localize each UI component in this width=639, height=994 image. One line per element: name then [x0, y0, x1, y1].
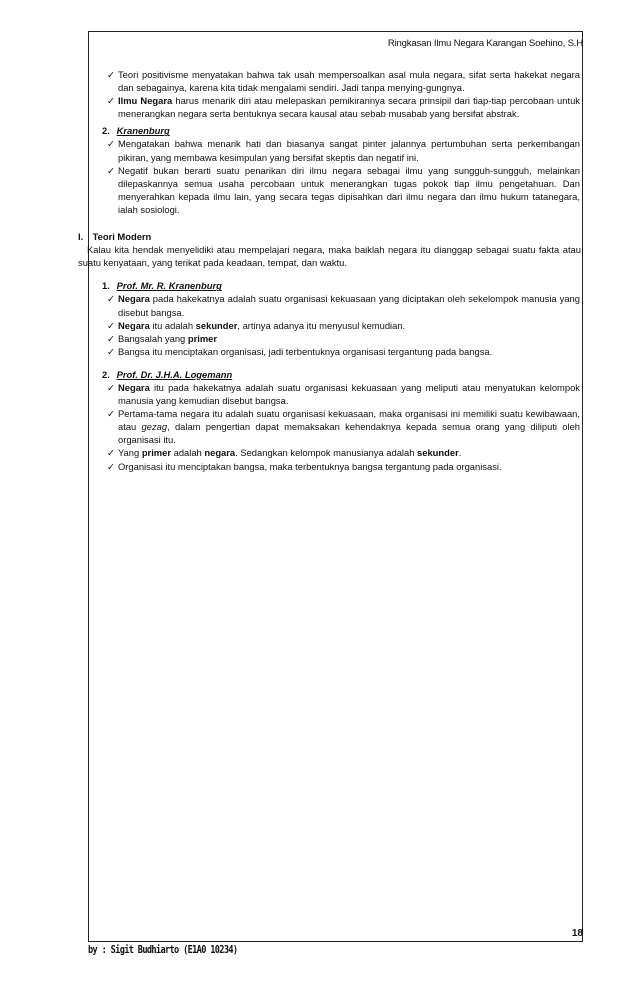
- check-icon: ✓: [107, 408, 115, 420]
- bullet-item: [82, 68, 580, 94]
- bullet-item: [82, 381, 580, 407]
- check-icon: ✓: [107, 319, 115, 331]
- bullet-item: [82, 137, 580, 163]
- check-icon: ✓: [107, 293, 115, 305]
- subsection-title: Prof. Dr. J.H.A. Logemann: [116, 368, 233, 380]
- bullet-item: [82, 407, 580, 446]
- bullet-item: [82, 446, 580, 459]
- check-icon: ✓: [107, 447, 115, 459]
- subsection-heading: [82, 279, 581, 292]
- subsection-number: 2.: [102, 125, 110, 137]
- subsection-number: 1.: [102, 280, 110, 292]
- check-icon: ✓: [107, 164, 115, 176]
- bullet-text: Bangsa itu menciptakan organisasi, jadi terbentuknya organisasi tergantung pada bangsa.: [118, 345, 493, 357]
- section-title: Teori Modern: [92, 231, 152, 243]
- bullet-item: [82, 332, 580, 345]
- bullet-text: itu adalah: [149, 319, 196, 331]
- check-icon: ✓: [107, 95, 115, 107]
- bullet-text: harus menarik diri atau melepaskan pemikirannya secara prinsipil dari tiap-tiap percobaan untuk menerangkan negara serta bentuknya secara kausal atau sebab musabab yang bersifat abstrak.: [118, 95, 580, 120]
- running-header: Ringkasan Ilmu Negara Karangan Soehino, S.H: [387, 38, 583, 49]
- bold-term: negara: [204, 447, 236, 459]
- bullet-text: , dalam pengertian dapat memaksakan kehendaknya kepada semua orang yang diliputi oleh organisasi itu.: [118, 421, 580, 446]
- bold-term: Negara: [118, 293, 150, 305]
- bullet-text: Mengatakan bahwa menarik hati dan biasanya sangat pinter jalannya pertumbuhan serta perkembangan pikiran, yang membawa kesimpulan yang bersifat skeptis dan negatif ini.: [118, 138, 580, 163]
- bullet-text: Pertama-tama negara itu adalah suatu organisasi kekuasaan, maka organisasi ini memiliki suatu kewibawaan, atau: [118, 408, 580, 433]
- page-number: 18: [571, 928, 583, 939]
- check-icon: ✓: [107, 345, 115, 357]
- bullet-text: Negatif bukan berarti suatu penarikan diri ilmu negara sebagai ilmu yang sungguh-sungguh, melainkan dilepaskannya semua usaha percobaan untuk menerangkan tugas pokok tiap ilmu pengetahuan. Dan menyerahkan kepada ilmu lain, yang secara tegas dipisahkan dari ilmu negara dan ilmu hukum tatanegara, ialah sosiologi.: [118, 164, 580, 215]
- bullet-text: itu pada hakekatnya adalah suatu organisasi kekuasaan yang meliputi atau menyatukan kelompok manusia yang kemudian disebut bangsa.: [118, 381, 580, 407]
- bullet-text: , artinya adanya itu menyusul kemudian.: [237, 319, 406, 331]
- subsection-number: 2.: [102, 368, 110, 380]
- subsection-title: Kranenburg: [116, 125, 170, 137]
- bullet-item: [82, 460, 580, 473]
- bullet-text: Bangsalah yang: [118, 332, 188, 344]
- bullet-item: [82, 319, 580, 332]
- subsection-title: Prof. Mr. R. Kranenburg: [116, 280, 222, 292]
- document-body: [78, 68, 581, 473]
- footer-author: by : Sigit Budhiarto (E1A0 10234): [88, 944, 238, 956]
- section-number: I.: [78, 231, 84, 243]
- check-icon: ✓: [107, 138, 115, 150]
- bullet-text: . Sedangkan kelompok manusianya adalah: [235, 447, 418, 459]
- bullet-item: [82, 164, 580, 216]
- bold-term: Ilmu Negara: [118, 95, 173, 107]
- bold-term: Negara: [118, 381, 150, 393]
- bullet-text: Teori positivisme menyatakan bahwa tak usah mempersoalkan asal mula negara, sifat serta hakekat negara dan sebagainya, karena kita tidak mengalami sendiri. Jadi tanpa menying-gungnya.: [118, 69, 580, 94]
- section-intro: Kalau kita hendak menyelidiki atau mempelajari negara, maka baiklah negara itu dianggap sebagai suatu fakta atau suatu kenyataan, yang terikat pada keadaan, tempat, dan waktu.: [78, 244, 581, 269]
- bullet-text: pada hakekatnya adalah suatu organisasi kekuasaan yang diciptakan oleh sekelompok manusia yang disebut bangsa.: [118, 293, 580, 318]
- bullet-text: .: [458, 447, 462, 459]
- section-heading: [78, 230, 581, 243]
- italic-term: gezag: [141, 421, 168, 433]
- check-icon: ✓: [107, 460, 115, 472]
- check-icon: ✓: [107, 69, 115, 80]
- subsection-heading: [82, 124, 581, 137]
- bold-term: sekunder: [195, 319, 238, 331]
- check-icon: ✓: [107, 381, 115, 393]
- bold-term: Negara: [118, 319, 150, 331]
- bold-term: sekunder: [417, 447, 459, 459]
- bullet-text: Yang: [118, 447, 142, 459]
- bullet-item: [82, 292, 580, 318]
- bullet-text: Organisasi itu menciptakan bangsa, maka terbentuknya bangsa tergantung pada organisasi.: [118, 460, 502, 472]
- subsection-heading: [82, 368, 581, 381]
- bullet-item: [82, 94, 580, 120]
- bullet-text: adalah: [171, 447, 205, 459]
- bold-term: primer: [141, 447, 171, 459]
- bullet-item: [82, 345, 580, 358]
- check-icon: ✓: [107, 332, 115, 344]
- bold-term: primer: [187, 332, 218, 344]
